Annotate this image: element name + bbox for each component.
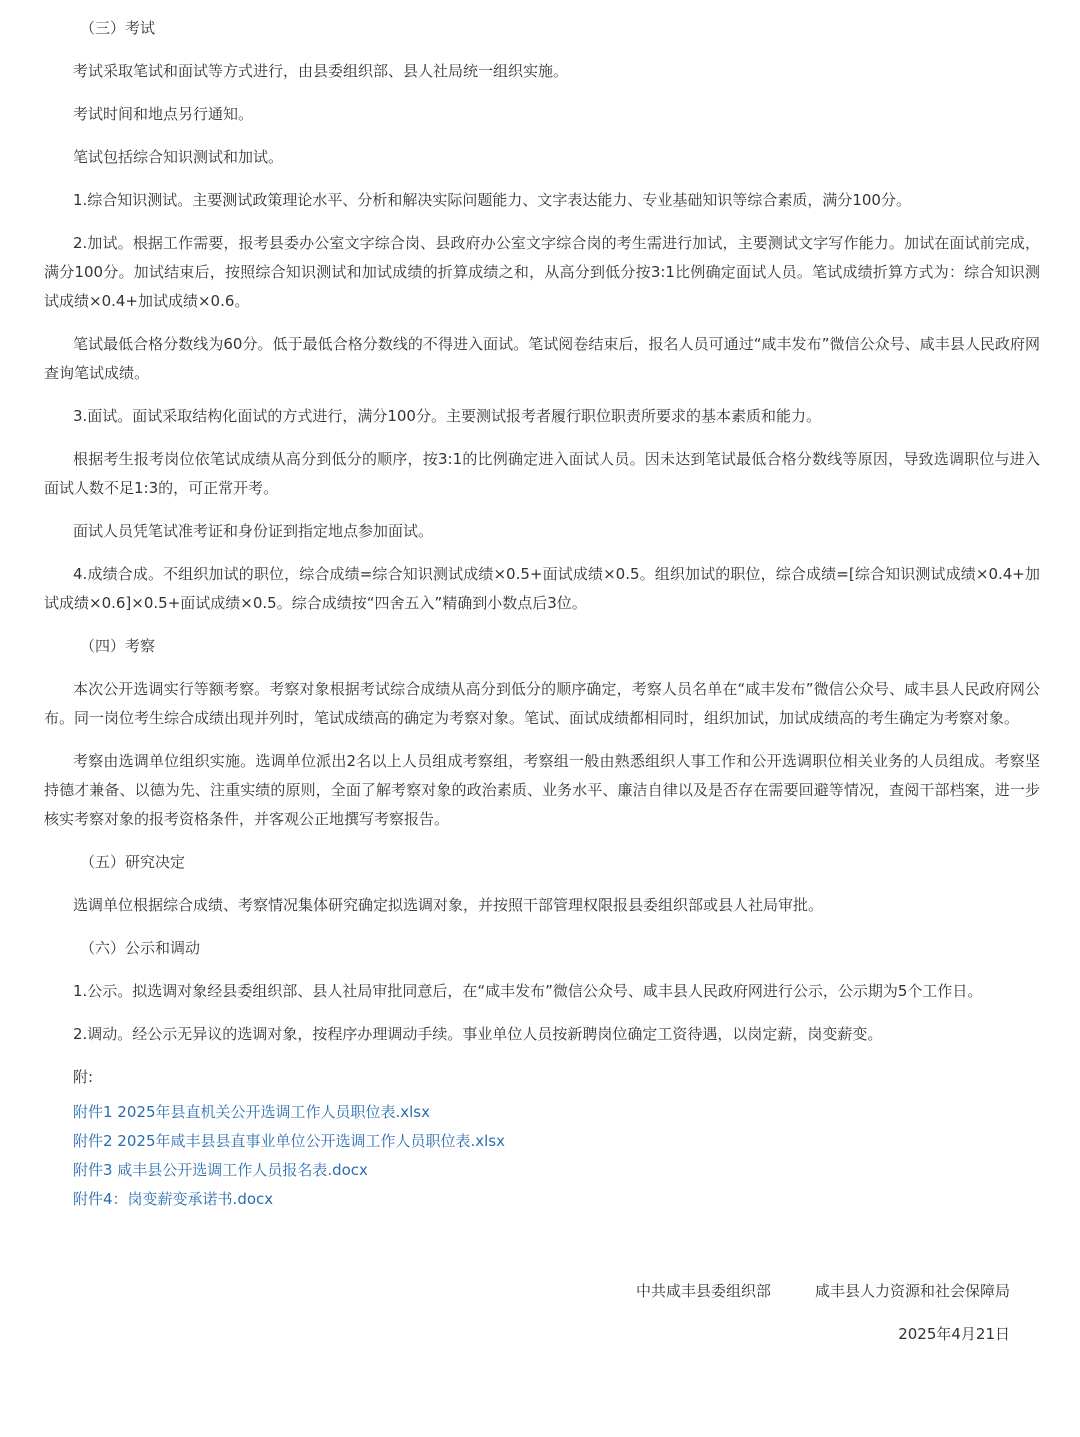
paragraph: 考试采取笔试和面试等方式进行，由县委组织部、县人社局统一组织实施。 bbox=[73, 62, 569, 80]
attachment-link-3[interactable]: 附件3 咸丰县公开选调工作人员报名表.docx bbox=[73, 1161, 368, 1179]
paragraph: 2.调动。经公示无异议的选调对象，按程序办理调动手续。事业单位人员按新聘岗位确定工资待遇，以岗定薪，岗变薪变。 bbox=[73, 1025, 883, 1043]
signature-org-party: 中共咸丰县委组织部 bbox=[635, 1282, 771, 1300]
paragraph: 3.面试。面试采取结构化面试的方式进行，满分100分。主要测试报考者履行职位职责所要求的基本素质和能力。 bbox=[73, 407, 821, 425]
attachment-list bbox=[44, 1098, 1040, 1214]
attachment-link-2[interactable]: 附件2 2025年咸丰县县直事业单位公开选调工作人员职位表.xlsx bbox=[73, 1132, 505, 1150]
attachment-item bbox=[73, 1127, 1040, 1156]
paragraph: 考试时间和地点另行通知。 bbox=[73, 105, 254, 123]
paragraph: 2.加试。根据工作需要，报考县委办公室文字综合岗、县政府办公室文字综合岗的考生需进行加试，主要测试文字写作能力。加试在面试前完成，满分100分。加试结束后，按照综合知识测试和加试成绩的折算成绩之和，从高分到低分按3:1比例确定面试人员。笔试成绩折算方式为：综合知识测试成绩×0.4+加试成绩×0.6。 bbox=[44, 234, 1040, 310]
attachment-link-1[interactable]: 附件1 2025年县直机关公开选调工作人员职位表.xlsx bbox=[73, 1103, 430, 1121]
paragraph: 根据考生报考岗位依笔试成绩从高分到低分的顺序，按3:1的比例确定进入面试人员。因未达到笔试最低合格分数线等原因，导致选调职位与进入面试人数不足1:3的，可正常开考。 bbox=[44, 450, 1040, 497]
section-heading-inspection: （四）考察 bbox=[80, 637, 156, 655]
paragraph: 选调单位根据综合成绩、考察情况集体研究确定拟选调对象，并按照干部管理权限报县委组织部或县人社局审批。 bbox=[73, 896, 824, 914]
attachments-heading: 附: bbox=[73, 1068, 94, 1086]
signature-date: 2025年4月21日 bbox=[898, 1325, 1010, 1343]
section-heading-publicity: （六）公示和调动 bbox=[80, 939, 201, 957]
section-heading-exam: （三）考试 bbox=[80, 19, 156, 37]
paragraph: 面试人员凭笔试准考证和身份证到指定地点参加面试。 bbox=[73, 522, 434, 540]
attachment-link-4[interactable]: 附件4：岗变薪变承诺书.docx bbox=[73, 1190, 274, 1208]
attachment-item bbox=[73, 1098, 1040, 1127]
attachment-item bbox=[73, 1156, 1040, 1185]
paragraph: 笔试包括综合知识测试和加试。 bbox=[73, 148, 284, 166]
paragraph: 1.公示。拟选调对象经县委组织部、县人社局审批同意后，在“咸丰发布”微信公众号、咸丰县人民政府网进行公示，公示期为5个工作日。 bbox=[73, 982, 983, 1000]
attachment-item bbox=[73, 1185, 1040, 1214]
document-body bbox=[44, 14, 1040, 1214]
paragraph: 1.综合知识测试。主要测试政策理论水平、分析和解决实际问题能力、文字表达能力、专业基础知识等综合素质，满分100分。 bbox=[73, 191, 911, 209]
paragraph: 本次公开选调实行等额考察。考察对象根据考试综合成绩从高分到低分的顺序确定，考察人员名单在“咸丰发布”微信公众号、咸丰县人民政府网公布。同一岗位考生综合成绩出现并列时，笔试成绩高的确定为考察对象。笔试、面试成绩都相同时，组织加试，加试成绩高的考生确定为考察对象。 bbox=[44, 680, 1040, 727]
signature-org-hr: 咸丰县人力资源和社会保障局 bbox=[814, 1282, 1010, 1300]
paragraph: 笔试最低合格分数线为60分。低于最低合格分数线的不得进入面试。笔试阅卷结束后，报名人员可通过“咸丰发布”微信公众号、咸丰县人民政府网查询笔试成绩。 bbox=[44, 335, 1040, 382]
paragraph: 4.成绩合成。不组织加试的职位，综合成绩=综合知识测试成绩×0.5+面试成绩×0.5。组织加试的职位，综合成绩=[综合知识测试成绩×0.4+加试成绩×0.6]×0.5+面试成绩×0.5。综合成绩按“四舍五入”精确到小数点后3位。 bbox=[44, 565, 1040, 612]
signature-block bbox=[0, 1277, 1010, 1306]
paragraph: 考察由选调单位组织实施。选调单位派出2名以上人员组成考察组，考察组一般由熟悉组织人事工作和公开选调职位相关业务的人员组成。考察坚持德才兼备、以德为先、注重实绩的原则，全面了解考察对象的政治素质、业务水平、廉洁自律以及是否存在需要回避等情况，查阅干部档案，进一步核实考察对象的报考资格条件，并客观公正地撰写考察报告。 bbox=[44, 752, 1040, 828]
section-heading-decision: （五）研究决定 bbox=[80, 853, 186, 871]
